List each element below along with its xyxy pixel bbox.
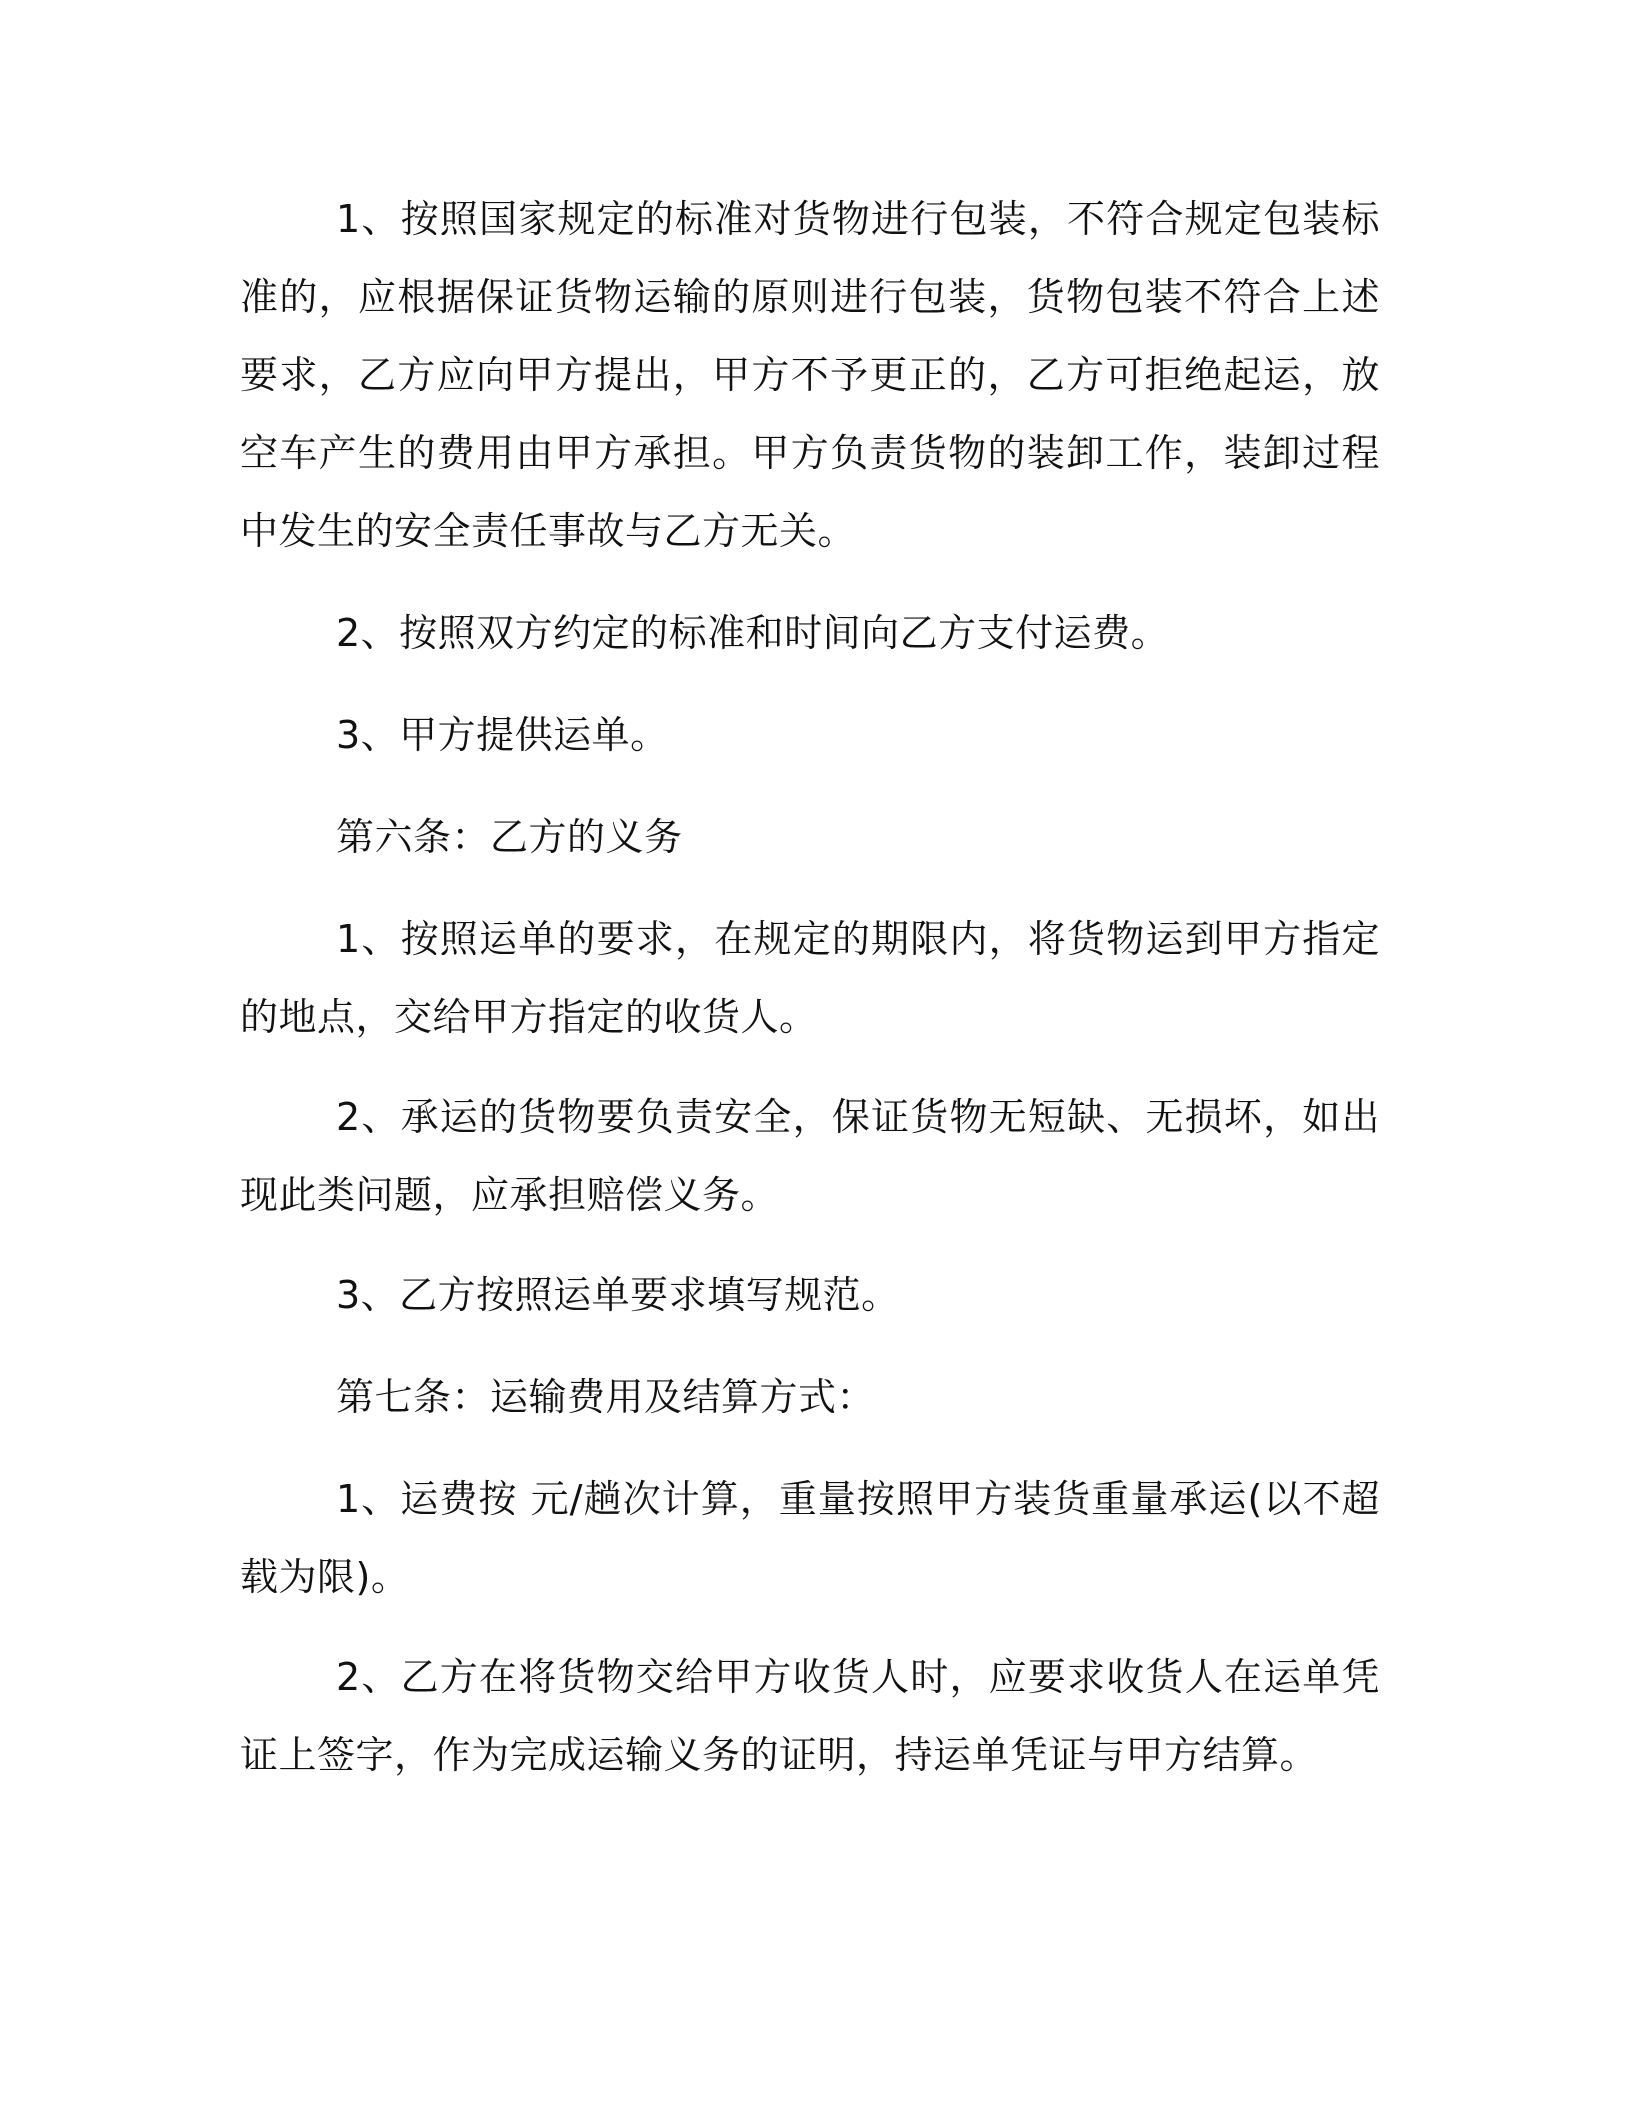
article-seven-heading: 第七条：运输费用及结算方式：: [336, 1375, 876, 1419]
paragraph-party-b-safety: 2、承运的货物要负责安全，保证货物无短缺、无损坏，如出现此类问题，应承担赔偿义务。: [240, 1095, 1380, 1217]
paragraph-freight-rate: 1、运费按 元/趟次计算，重量按照甲方装货重量承运(以不超载为限)。: [240, 1477, 1380, 1599]
paragraph-settlement: 2、乙方在将货物交给甲方收货人时，应要求收货人在运单凭证上签字，作为完成运输义务的证明，持运单凭证与甲方结算。: [240, 1655, 1380, 1777]
paragraph-party-a-waybill: 3、甲方提供运单。: [336, 713, 669, 757]
article-six-heading: 第六条：乙方的义务: [336, 815, 683, 859]
paragraph-party-a-payment: 2、按照双方约定的标准和时间向乙方支付运费。: [336, 611, 1170, 655]
paragraph-party-b-delivery: 1、按照运单的要求，在规定的期限内，将货物运到甲方指定的地点，交给甲方指定的收货人。: [240, 917, 1380, 1039]
paragraph-party-b-waybill: 3、乙方按照运单要求填写规范。: [336, 1273, 900, 1317]
paragraph-party-a-packaging: 1、按照国家规定的标准对货物进行包装，不符合规定包装标准的，应根据保证货物运输的原则进行包装，货物包装不符合上述要求，乙方应向甲方提出，甲方不予更正的，乙方可拒绝起运，放空车产生的费用由甲方承担。甲方负责货物的装卸工作，装卸过程中发生的安全责任事故与乙方无关。: [240, 197, 1380, 553]
